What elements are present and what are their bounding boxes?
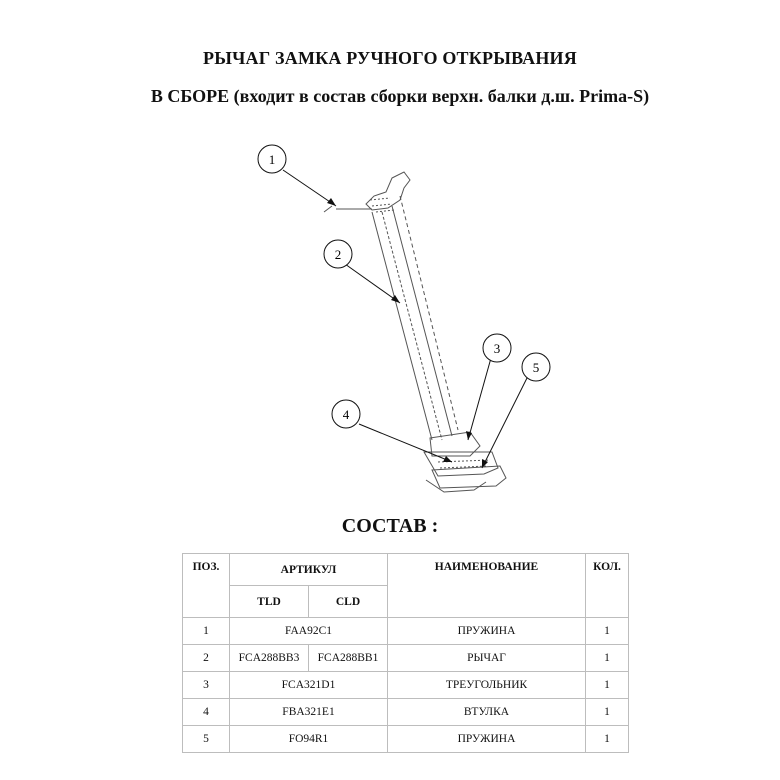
table-row — [183, 618, 629, 645]
svg-text:5: 5 — [532, 360, 540, 375]
cell-pos: 5 — [183, 726, 230, 753]
cell-article: FAA92C1 — [230, 618, 388, 645]
lever-assembly-sketch — [324, 172, 506, 492]
cell-pos: 3 — [183, 672, 230, 699]
cell-qty: 1 — [586, 672, 629, 699]
callout-3 — [483, 334, 511, 362]
svg-text:2: 2 — [334, 247, 342, 262]
cell-article: FBA321E1 — [230, 699, 388, 726]
callout-2 — [324, 240, 352, 268]
header-name: НАИМЕНОВАНИЕ — [388, 554, 586, 618]
table-row — [183, 672, 629, 699]
callout-1 — [258, 145, 286, 173]
svg-text:4: 4 — [342, 407, 350, 422]
cell-pos: 4 — [183, 699, 230, 726]
table-row — [183, 645, 629, 672]
cell-name: ПРУЖИНА — [388, 726, 586, 753]
svg-text:3: 3 — [493, 341, 501, 356]
cell-pos: 1 — [183, 618, 230, 645]
composition-title: СОСТАВ : — [341, 515, 439, 537]
cell-article: FO94R1 — [230, 726, 388, 753]
parts-table — [182, 553, 629, 753]
table-row — [183, 726, 629, 753]
cell-cld: FCA288BB1 — [309, 645, 388, 672]
cell-article: FCA321D1 — [230, 672, 388, 699]
cell-tld: FCA288BB3 — [230, 645, 309, 672]
cell-qty: 1 — [586, 645, 629, 672]
cell-qty: 1 — [586, 726, 629, 753]
header-cld: CLD — [309, 586, 388, 618]
header-tld: TLD — [230, 586, 309, 618]
callout-leaders — [283, 170, 527, 468]
cell-name: ПРУЖИНА — [388, 618, 586, 645]
cell-name: РЫЧАГ — [388, 645, 586, 672]
document-subtitle: В СБОРЕ (входит в состав сборки верхн. балки д.ш. Prima-S) — [150, 86, 650, 106]
cell-name: ВТУЛКА — [388, 699, 586, 726]
header-article: АРТИКУЛ — [230, 554, 388, 586]
svg-text:1: 1 — [268, 152, 276, 167]
table-header-row — [183, 554, 629, 586]
header-pos: ПОЗ. — [183, 554, 230, 618]
callout-4 — [332, 400, 360, 428]
table-row — [183, 699, 629, 726]
cell-qty: 1 — [586, 618, 629, 645]
document-title: РЫЧАГ ЗАМКА РУЧНОГО ОТКРЫВАНИЯ — [203, 48, 577, 68]
header-qty: КОЛ. — [586, 554, 629, 618]
cell-name: ТРЕУГОЛЬНИК — [388, 672, 586, 699]
cell-pos: 2 — [183, 645, 230, 672]
callout-5 — [522, 353, 550, 381]
cell-qty: 1 — [586, 699, 629, 726]
